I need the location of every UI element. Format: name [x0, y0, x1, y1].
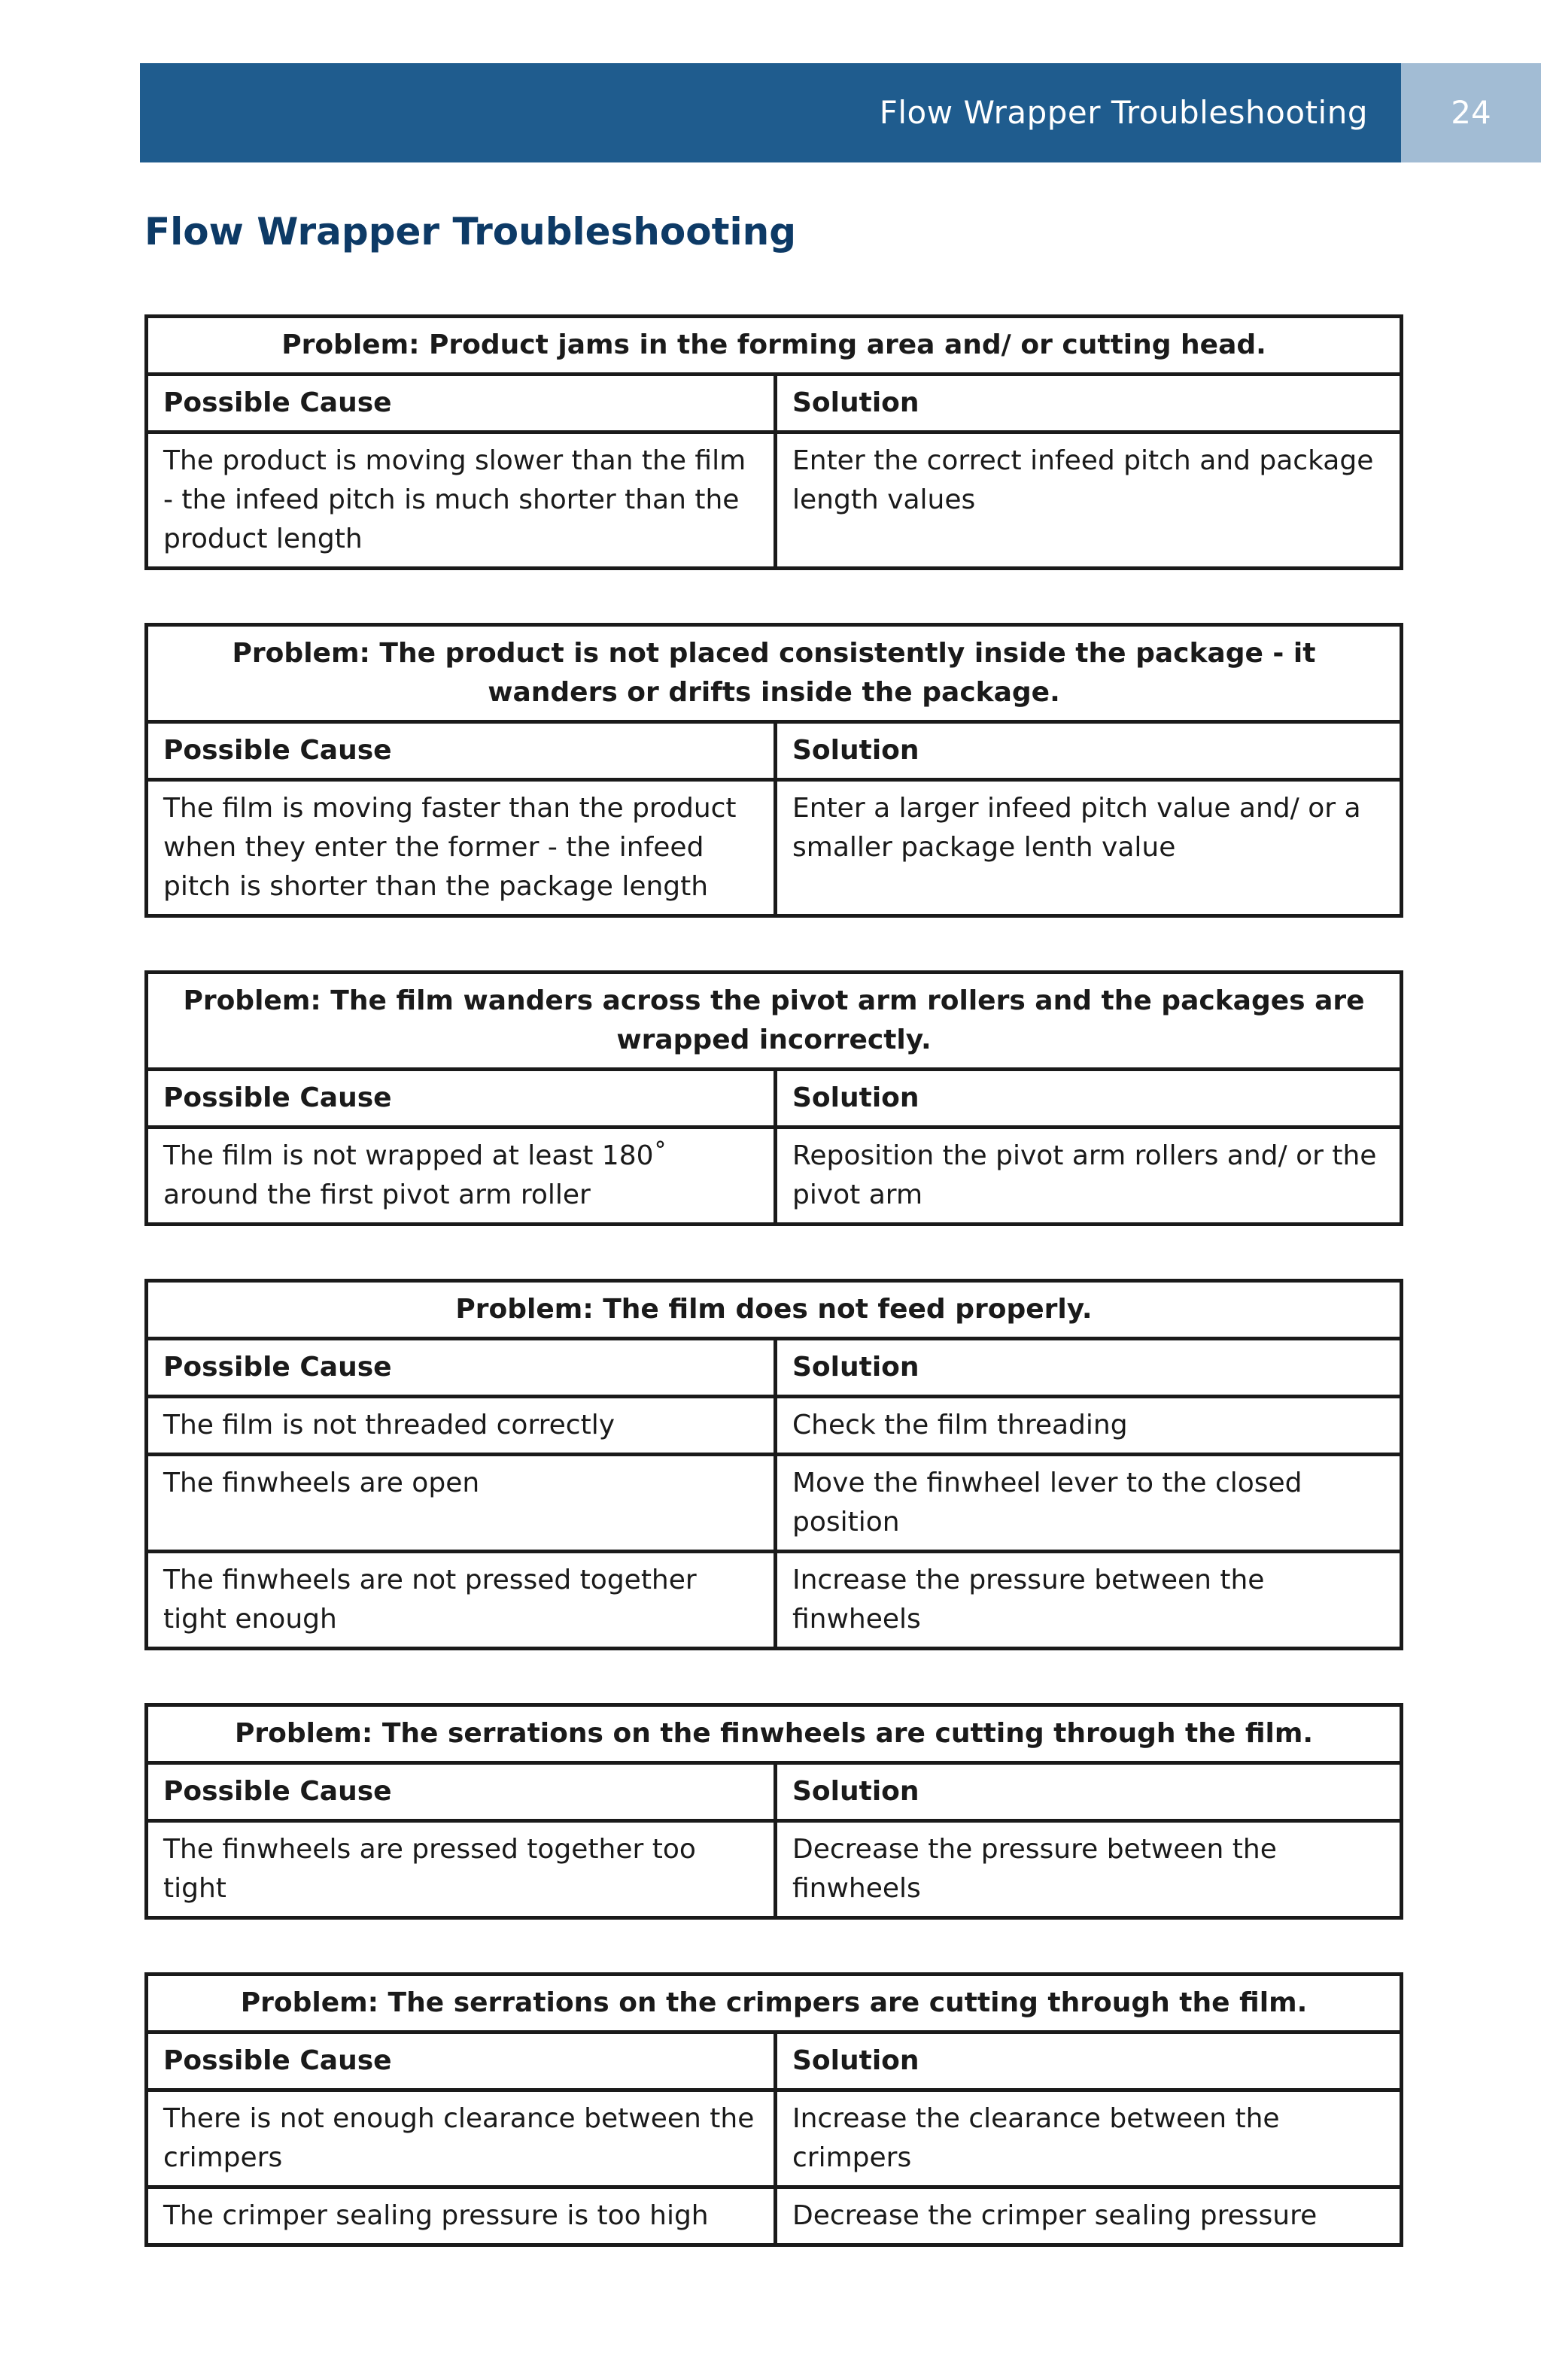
- possible-cause-cell: The finwheels are open: [147, 1455, 776, 1552]
- problem-statement: Problem: The serrations on the finwheels are cutting through the film.: [147, 1705, 1402, 1763]
- table-row: [147, 2090, 1402, 2187]
- possible-cause-cell: The finwheels are not pressed together tight enough: [147, 1552, 776, 1649]
- possible-cause-header: Possible Cause: [147, 1763, 776, 1821]
- possible-cause-cell: The film is not wrapped at least 180˚ around the first pivot arm roller: [147, 1128, 776, 1225]
- possible-cause-cell: There is not enough clearance between the crimpers: [147, 2090, 776, 2187]
- possible-cause-header: Possible Cause: [147, 1339, 776, 1397]
- troubleshooting-tables: [144, 314, 1400, 2300]
- possible-cause-cell: The product is moving slower than the film - the infeed pitch is much shorter than the product length: [147, 433, 776, 569]
- problem-row: [147, 973, 1402, 1070]
- solution-header: Solution: [776, 2032, 1402, 2090]
- problem-row: [147, 1705, 1402, 1763]
- table-row: [147, 780, 1402, 916]
- possible-cause-cell: The film is moving faster than the product when they enter the former - the infeed pitch is shorter than the package length: [147, 780, 776, 916]
- page-number: 24: [1401, 63, 1541, 162]
- solution-cell: Increase the clearance between the crimpers: [776, 2090, 1402, 2187]
- possible-cause-cell: The finwheels are pressed together too tight: [147, 1821, 776, 1918]
- problem-statement: Problem: The film does not feed properly.: [147, 1281, 1402, 1339]
- table-row: [147, 1128, 1402, 1225]
- column-header-row: [147, 375, 1402, 433]
- solution-cell: Increase the pressure between the finwheels: [776, 1552, 1402, 1649]
- table-row: [147, 1455, 1402, 1552]
- possible-cause-header: Possible Cause: [147, 722, 776, 780]
- solution-cell: Decrease the crimper sealing pressure: [776, 2187, 1402, 2245]
- problem-row: [147, 1975, 1402, 2032]
- column-header-row: [147, 1339, 1402, 1397]
- troubleshooting-table: [144, 970, 1403, 1226]
- page-title: Flow Wrapper Troubleshooting: [144, 210, 797, 253]
- troubleshooting-table: [144, 623, 1403, 918]
- solution-cell: Enter a larger infeed pitch value and/ or a smaller package lenth value: [776, 780, 1402, 916]
- problem-statement: Problem: Product jams in the forming area and/ or cutting head.: [147, 317, 1402, 375]
- table-row: [147, 1821, 1402, 1918]
- table-row: [147, 1552, 1402, 1649]
- problem-row: [147, 1281, 1402, 1339]
- possible-cause-cell: The film is not threaded correctly: [147, 1397, 776, 1455]
- solution-header: Solution: [776, 1763, 1402, 1821]
- column-header-row: [147, 1070, 1402, 1128]
- troubleshooting-table: [144, 1972, 1403, 2247]
- problem-statement: Problem: The film wanders across the pivot arm rollers and the packages are wrapped incorrectly.: [147, 973, 1402, 1070]
- column-header-row: [147, 722, 1402, 780]
- header-bar: [140, 63, 1401, 162]
- troubleshooting-table: [144, 1703, 1403, 1920]
- troubleshooting-table: [144, 1279, 1403, 1650]
- possible-cause-header: Possible Cause: [147, 375, 776, 433]
- solution-header: Solution: [776, 722, 1402, 780]
- solution-cell: Reposition the pivot arm rollers and/ or the pivot arm: [776, 1128, 1402, 1225]
- solution-cell: Enter the correct infeed pitch and package length values: [776, 433, 1402, 569]
- possible-cause-cell: The crimper sealing pressure is too high: [147, 2187, 776, 2245]
- solution-cell: Move the finwheel lever to the closed position: [776, 1455, 1402, 1552]
- possible-cause-header: Possible Cause: [147, 1070, 776, 1128]
- solution-cell: Decrease the pressure between the finwheels: [776, 1821, 1402, 1918]
- column-header-row: [147, 1763, 1402, 1821]
- problem-statement: Problem: The serrations on the crimpers are cutting through the film.: [147, 1975, 1402, 2032]
- problem-statement: Problem: The product is not placed consistently inside the package - it wanders or drifts inside the package.: [147, 625, 1402, 722]
- table-row: [147, 1397, 1402, 1455]
- problem-row: [147, 317, 1402, 375]
- table-row: [147, 2187, 1402, 2245]
- problem-row: [147, 625, 1402, 722]
- solution-header: Solution: [776, 375, 1402, 433]
- possible-cause-header: Possible Cause: [147, 2032, 776, 2090]
- solution-header: Solution: [776, 1070, 1402, 1128]
- solution-header: Solution: [776, 1339, 1402, 1397]
- troubleshooting-table: [144, 314, 1403, 570]
- header-title: Flow Wrapper Troubleshooting: [879, 94, 1368, 131]
- table-row: [147, 433, 1402, 569]
- solution-cell: Check the film threading: [776, 1397, 1402, 1455]
- column-header-row: [147, 2032, 1402, 2090]
